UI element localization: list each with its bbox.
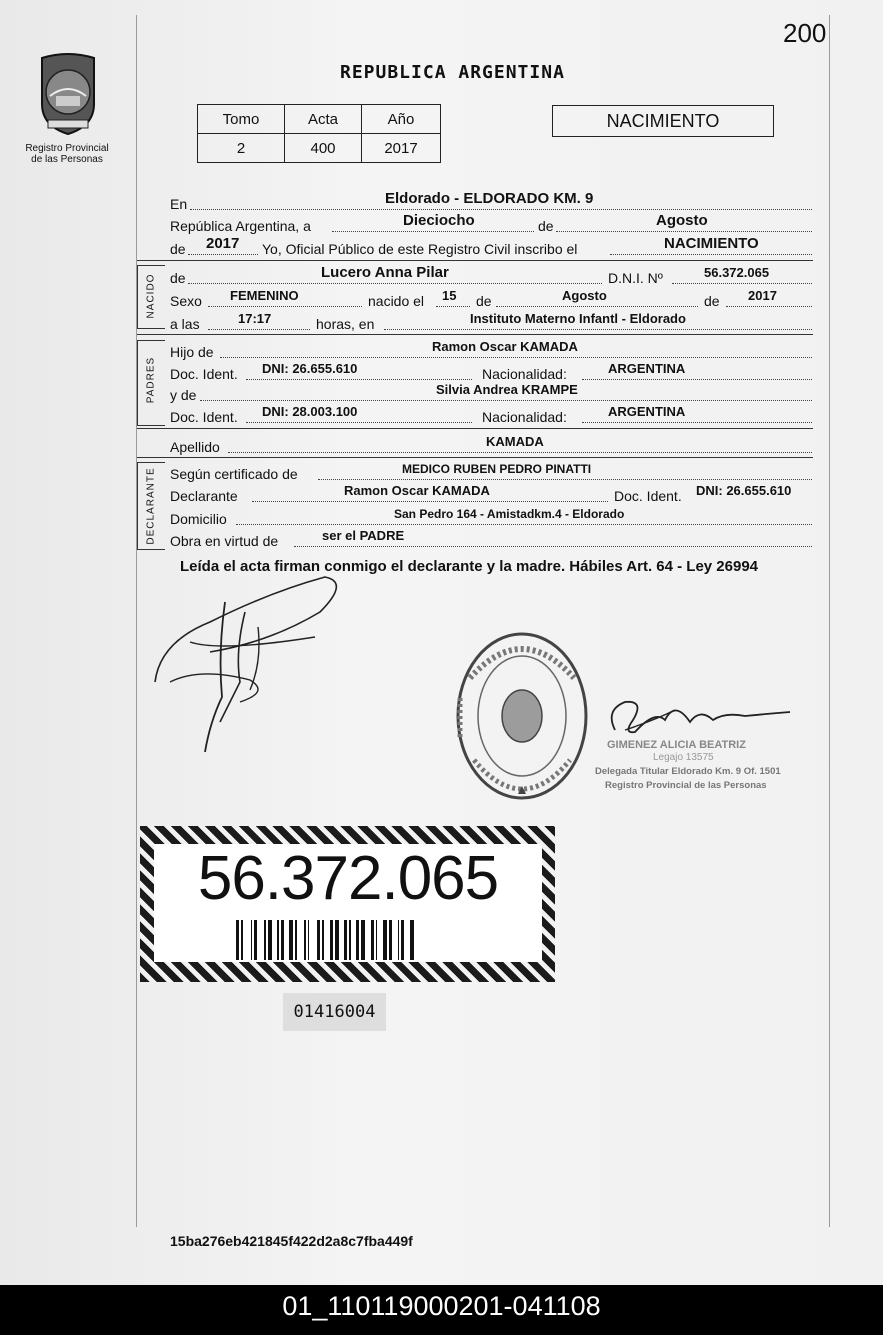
dotted-line (188, 254, 258, 255)
dotted-line (190, 209, 812, 210)
official-seal (452, 628, 592, 806)
left-margin-line (136, 15, 137, 1227)
barcode-bar (254, 920, 257, 960)
header-tomo: Tomo (198, 105, 285, 134)
barcode-bar (236, 920, 239, 960)
barcode-panel (154, 844, 542, 962)
field-row-domicilio (170, 509, 812, 525)
section-label-padres: PADRES (145, 356, 157, 404)
label-de: de (704, 293, 720, 309)
logo-caption-line1: Registro Provincial (25, 143, 109, 154)
dotted-line (228, 452, 812, 453)
barcode-bar (264, 920, 266, 960)
value-madre-nacionalidad: ARGENTINA (608, 404, 686, 419)
barcode-bars (236, 920, 460, 960)
label-obra-en-virtud: Obra en virtud de (170, 533, 279, 549)
section-divider (137, 334, 813, 335)
dotted-line (236, 524, 812, 525)
section-divider (137, 457, 813, 458)
logo-caption-line2: de las Personas (31, 154, 103, 165)
barcode-bar (281, 920, 284, 960)
value-hora: 17:17 (238, 311, 272, 326)
barcode-bar (376, 920, 377, 960)
barcode-bar (268, 920, 272, 960)
label-republica: República Argentina, a (170, 218, 311, 234)
officer-registro: Registro Provincial de las Personas (605, 780, 767, 791)
barcode-bar (277, 920, 279, 960)
province-emblem (36, 52, 100, 136)
page-number: 200 (783, 18, 827, 48)
value-padre-doc: DNI: 26.655.610 (262, 361, 358, 376)
barcode-bar (349, 920, 351, 960)
value-anio-nacimiento: 2017 (748, 288, 777, 303)
barcode-number: 56.372.065 (197, 844, 499, 913)
label-nacionalidad: Nacionalidad: (482, 409, 567, 425)
label-doc-ident: Doc. Ident. (170, 366, 238, 382)
field-row-sexo (170, 288, 812, 309)
dotted-line (496, 306, 698, 307)
section-divider (137, 260, 813, 261)
dotted-line (436, 306, 470, 307)
label-de: de (538, 218, 554, 234)
barcode-bar (383, 920, 387, 960)
barcode-bar (308, 920, 309, 960)
record-table (197, 104, 441, 163)
label-a-las: a las (170, 316, 200, 332)
barcode-bar (410, 920, 414, 960)
record-type-box: NACIMIENTO (552, 105, 774, 137)
value-domicilio: San Pedro 164 - Amistadkm.4 - Eldorado (394, 507, 625, 521)
label-horas-en: horas, en (316, 316, 375, 332)
value-certificado: MEDICO RUBEN PEDRO PINATTI (402, 462, 592, 476)
document-title: REPUBLICA ARGENTINA (340, 62, 565, 83)
field-row-certificado (170, 464, 812, 480)
label-doc-ident: Doc. Ident. (614, 488, 682, 504)
value-madre-doc: DNI: 28.003.100 (262, 404, 358, 419)
value-mes-nacimiento: Agosto (562, 288, 607, 303)
value-mes: Agosto (656, 212, 708, 229)
barcode-bar (344, 920, 347, 960)
field-row-madre (170, 382, 812, 403)
label-oficial: Yo, Oficial Público de este Registro Civil inscribo el (262, 241, 578, 257)
dotted-line (208, 306, 362, 307)
barcode-bar (317, 920, 320, 960)
header-anio: Año (362, 105, 441, 134)
dotted-line (188, 283, 602, 284)
dotted-line (318, 479, 812, 480)
document-hash: 15ba276eb421845f422d2a8c7fba449f (170, 1233, 413, 1249)
barcode-bar (371, 920, 374, 960)
barcode-bar (335, 920, 339, 960)
barcode-bar (304, 920, 306, 960)
value-anio: 2017 (206, 235, 240, 252)
officer-cargo: Delegada Titular Eldorado Km. 9 Of. 1501 (595, 766, 781, 777)
right-margin-line (829, 15, 830, 1227)
dotted-line (582, 422, 812, 423)
label-de: de (476, 293, 492, 309)
officer-name: GIMENEZ ALICIA BEATRIZ (607, 739, 746, 751)
section-divider (137, 428, 813, 429)
value-padre: Ramon Oscar KAMADA (432, 339, 578, 354)
officer-legajo: Legajo 13575 (653, 752, 714, 763)
value-lugar-nacimiento: Instituto Materno Infantl - Eldorado (470, 311, 686, 326)
value-sexo: FEMENINO (230, 288, 299, 303)
value-apellido: KAMADA (486, 434, 544, 449)
dotted-line (294, 546, 812, 547)
value-dia: Dieciocho (403, 212, 475, 229)
field-row-madre-doc (170, 404, 812, 425)
dotted-line (384, 329, 812, 330)
value-tomo: 2 (198, 134, 285, 163)
label-de: de (170, 270, 186, 286)
label-en: En (170, 196, 188, 212)
value-tipo: NACIMIENTO (664, 235, 759, 252)
barcode-bar (251, 920, 252, 960)
value-padre-nacionalidad: ARGENTINA (608, 361, 686, 376)
barcode-bar (361, 920, 365, 960)
value-dia-nacimiento: 15 (442, 288, 457, 303)
closing-note: Leída el acta firman conmigo el declarante y la madre. Hábiles Art. 64 - Ley 26994 (180, 558, 759, 575)
barcode-bar (398, 920, 399, 960)
dotted-line (332, 231, 534, 232)
field-row-apellido (170, 434, 812, 455)
value-madre: Silvia Andrea KRAMPE (436, 382, 578, 397)
value-declarante: Ramon Oscar KAMADA (344, 483, 490, 498)
barcode-bar (322, 920, 324, 960)
label-de: de (170, 241, 186, 257)
dotted-line (252, 501, 608, 502)
officer-signature (595, 690, 810, 805)
dotted-line (672, 283, 812, 284)
header-acta: Acta (285, 105, 362, 134)
barcode-bar (401, 920, 404, 960)
dotted-line (246, 422, 472, 423)
field-row-en (170, 190, 812, 212)
value-dni-nacido: 56.372.065 (704, 265, 770, 280)
label-domicilio: Domicilio (170, 511, 227, 527)
value-acta: 400 (285, 134, 362, 163)
dotted-line (220, 357, 812, 358)
value-declarante-doc: DNI: 26.655.610 (696, 483, 792, 498)
dotted-line (610, 254, 812, 255)
label-nacionalidad: Nacionalidad: (482, 366, 567, 382)
barcode-bar (389, 920, 392, 960)
label-hijo-de: Hijo de (170, 344, 214, 360)
label-declarante: Declarante (170, 488, 238, 504)
label-nacido-el: nacido el (368, 293, 425, 309)
barcode-bar (289, 920, 293, 960)
field-row-anio (170, 235, 812, 257)
logo-caption (16, 143, 118, 165)
label-sexo: Sexo (170, 293, 202, 309)
label-dni: D.N.I. Nº (608, 270, 663, 286)
field-row-nombre (170, 264, 812, 286)
dotted-line (726, 306, 812, 307)
footer-id: 01_110119000201-041108 (0, 1285, 883, 1335)
dotted-line (200, 400, 812, 401)
barcode-bar (356, 920, 359, 960)
dotted-line (582, 379, 812, 380)
dotted-line (208, 329, 310, 330)
value-obra: ser el PADRE (322, 528, 405, 543)
dotted-line (246, 379, 472, 380)
dotted-line (556, 231, 812, 232)
field-row-obra (170, 528, 812, 549)
label-doc-ident: Doc. Ident. (170, 409, 238, 425)
value-nombre-nacido: Lucero Anna Pilar (321, 264, 449, 281)
field-row-declarante (170, 483, 812, 504)
section-label-nacido: NACIDO (145, 273, 157, 319)
field-row-padre (170, 339, 812, 360)
declarant-signature (150, 572, 350, 757)
label-segun-certificado: Según certificado de (170, 466, 298, 482)
value-lugar-inscripcion: Eldorado - ELDORADO KM. 9 (385, 190, 594, 207)
section-label-declarante: DECLARANTE (145, 467, 157, 545)
label-apellido: Apellido (170, 439, 220, 455)
barcode-bar (241, 920, 243, 960)
field-row-padre-doc (170, 361, 812, 382)
field-row-hora (170, 311, 812, 332)
value-anio: 2017 (362, 134, 441, 163)
barcode-bar (330, 920, 333, 960)
label-y-de: y de (170, 387, 197, 403)
barcode-bar (295, 920, 297, 960)
field-row-fecha (170, 212, 812, 234)
control-number: 01416004 (283, 993, 386, 1031)
barcode-label (140, 826, 555, 982)
